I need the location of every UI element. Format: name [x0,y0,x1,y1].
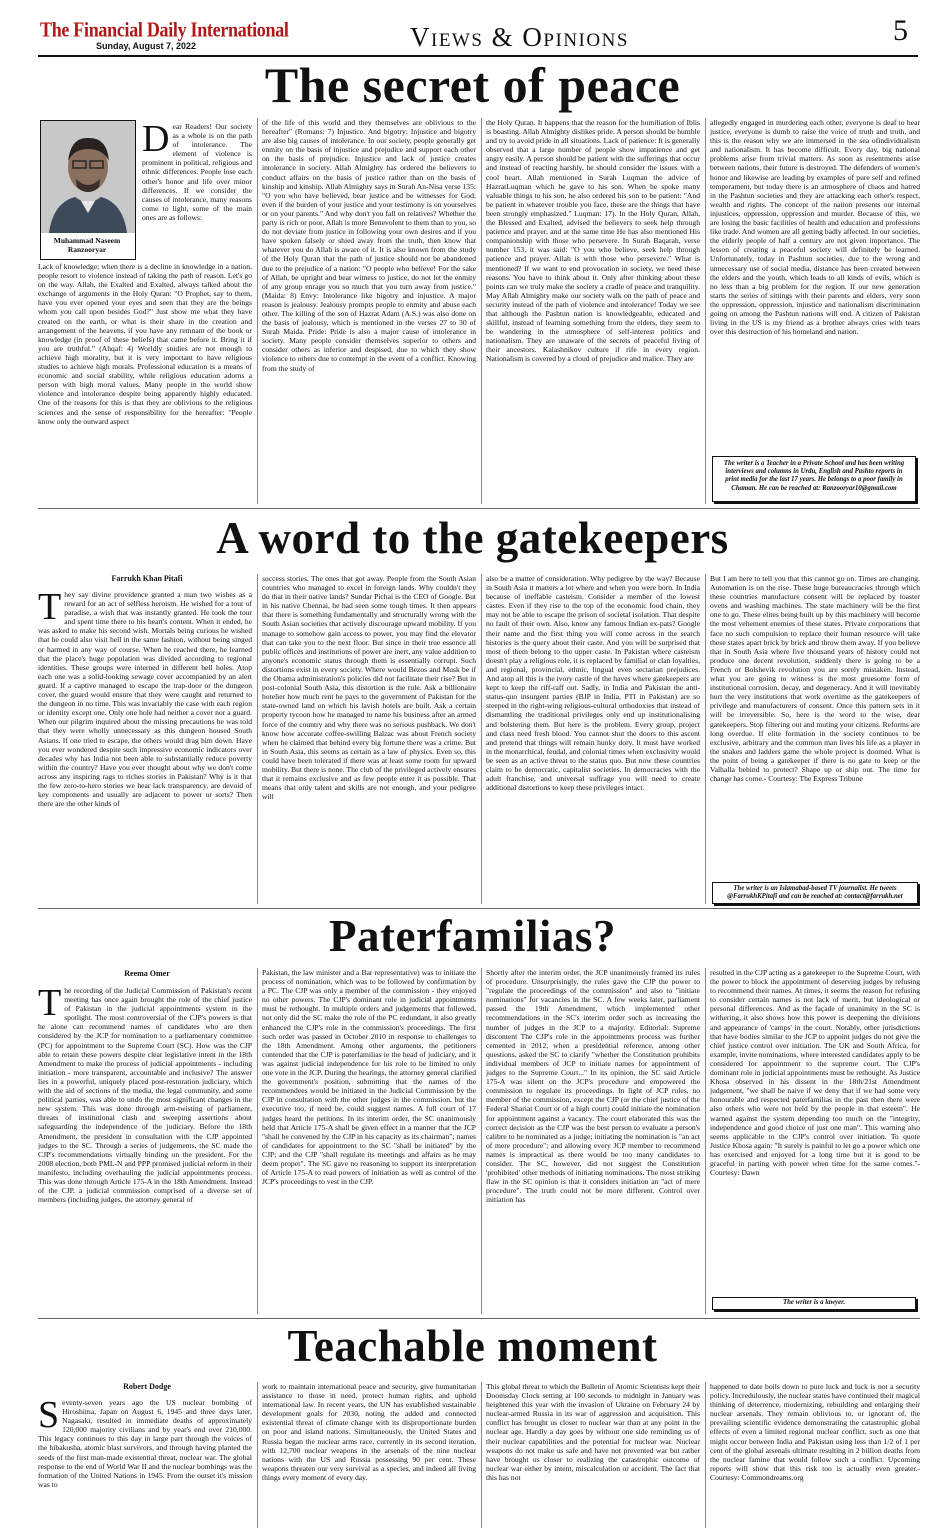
article2-col2: success stories. The ones that got away. People from the South Asian countries who managed to excel in foreign lands. Why couldn't they do that in their native lands? Sundar Pichai is the CEO of Google. But in his native Chennai, he had seen some tough times. It then appears that there is something fundamentally and structurally wrong with the South Asian societies that actively discourage upward mobility. If you manage to somehow gain access to power, you may find the elevator that can take you to the next floor. But since in their true essence all public offices and institutions of power are inert, any value addition to anyone's economic status through them is essentially corrupt. Such distortions exist in every society. Where would Bezos and Musk be if the Obama administration's policies did not facilitate their rise? But in post-colonial South Asia, this distortion is the rule. Ask a billionaire hotelier how much rent he pays to the government of Pakistan for the state-owned land on which his lavish hotels are built. Ask a certain property tycoon how he managed to name his business after an armed force of the country and why there was no serious pushback. We don't know how accurate coffee-swilling Balzac was about French society when he claimed that behind every big fortune there was a crime. But in South Asia, this seems as certain as a law of physics. Even so, this could have been tolerated if there was at least some room for upward mobility. But there is none. The club of the privileged actively ensures that it remains exclusive and as few people enter it as possible. That means that only talent and skills are not enough, and your pedigree will [262,574,476,802]
masthead-name: The Financial Daily International [40,18,289,41]
author-bio-box: The writer is a lawyer. [712,1297,916,1310]
column-rule [705,118,706,504]
column-rule [257,574,258,904]
article1-col1: Lack of knowledge; when there is a decline in knowledge in a nation, people resort to violence instead of taking the path of reason. Let's go on the way. Allah, the Exalted and Exalted, always talked about the exchange of arguments in the Holy Quran: "O Prophet, say to them, have you ever opened your eyes and seen that they are the beings whom you call upon besides God?" Just show me what they have created on the earth, or what is their share in the creation and arrangement of the heavens, if you have any remnant of the book or knowledge (in proof of these beliefs) that came before it. Bring it if you are truthful." (Ahqaf: 4) Worldly studies are not enough to achieve high morality, but it is very important to have religious studies to achieve high morals. Professional education is a means of economic and social stability, while religious education adorns a person with high moral values. Many people in the world show violence and intolerance despite being apparently highly educated. One of the reasons for this is that they are oblivious to the religious sciences and the sense of responsibility for the hereafter: "People know only the outward aspect [38,262,252,426]
headline-secret-of-peace: The secret of peace [264,57,681,113]
headline-paterfamilias: Paterfamilias? [329,911,616,961]
article1-col4: allegedly engaged in murdering each other, everyone is deaf to hear justice, everyone is dumb to raise the voice of truth and truth, and this is the reason why we are immersed in the sea ofindividualism and nationalism. It has become difficult. Every day, big national problems arise from trivial matters. As soon as resentments arise between nations, their future is destroyed. The defenders of women's honor and likewise are leading by examples of pure self and refined temperament, but today there is an atmosphere of chaos and hatred in the Pashtun societies and they are attacking each other's respect, wealth and rights. The concept of the nation presents our internal injustices, oppression, oppression and murder. Because of this, we are losing the basic facilities of health and education and professions like trade. And women are all getting badly affected. In our societies, the elderly people of half a century are not given importance. The lesson of creating a peaceful society will definitely be learned. Unfortunately, today in Pashtun societies, due to the wrong and unnecessary use of social media, distance has been created between the elders and the youth, which leads to all kinds of evils, which is no less than a big problem for the region. If our new generation starts the series of sittings with their parents and elders, very soon the oppression, oppression, injustice and nationalism discrimination going on among the Pashtun nations will end. A citizen of Pakistan living in the US is my friend as a brother always cries with tears over this destruction of his homeland and nation. [710,118,920,337]
article2-col3: also be a matter of consideration. Why pedigree by the way? Because in South Asia it matters a lot where and when you were born. In India because of ineffable casteism. Consider a member of the lowest castes. Even if they rise to the top of the economic food chain, they may not be able to escape the prison of societal isolation. That despite no fault of their own. Also, know any famous Indian ex-pats? Google their name and the first thing you will come across in the search histories is the query about their caste. And you will be surprised that most of them belong to the upper caste. In Pakistan where casteism doesn't play a religious role, it is replaced by familial or clan loyalties, and regional, provincial, ethnic, lingual even sectarian prejudices. And atop all this is the ivory castle of the haves where gatekeepers are kept to keep the riff-raff out. Sadly, in India and Pakistan the anti-status-quo insurgent parties (BJP in India, PTI in Pakistan) are so steeped in the right-wing religious-cultural orthodoxies that instead of dismantling the traditional privileges only end up institutionalising and bolstering them. But here is the problem. Every group, project and class need fresh blood. You cannot shut the doors to this ascent and pretend that things will remain hunky dory. It must have worked in the monarchical, feudal, and colonial times when exclusivity would be seen as an active threat to the status quo. But now these countries claim to be democratic, capitalist societies. In democracies with the adult franchise, and universal suffrage you will need to create additional distortions to keep these privileges intact. [486,574,700,793]
article2-col1 [38,590,252,902]
column-rule [481,968,482,1314]
page-number: 5 [893,14,908,47]
article4-col1-text: eventy-seven years ago the US nuclear bombing of Hiroshima, Japan on August 6, 1945 and three days later, Nagasaki, resulted in immediate deaths of approximately 120,000 majority civilians and by year's end over 210,000. This legacy continues to this day in large part through the voices of the hibakusha, atomic blast survivors, and through having planted the seeds of the first man-made existential threat, nuclear war. The global response to the end of World War II and the nuclear bombings was the formation of the United Nations in 1945. From the outset it's mission was to [38,1398,252,1489]
dropcap: T [38,986,62,1024]
headline-teachable-moment: Teachable moment [287,1321,658,1371]
article2-col1-text: hey say divine providence granted a man two wishes as a reward for an act of selfless heroism. He wished for a tour of paradise, a wish that was instantly granted. He took the tour and spent time there to his heart's content. When it ended, he was asked to make his second wish. Mortals being curious he wished that he could also visit hell in the same fashion, without being singed or harmed in any way of course. When he reached there, he learned that the place's huge population was divided according to regional identities. These groups were interned in different hell holes. Atop each one was a solid-looking sewage cover accompanied by an alert guard. If a captive managed to escape the trap-door or the dungeon cover, the guard would ensure that they were caught and returned to the dungeon in no time. This was invariably the case with each region or identity except one. Only one hole had neither a cover nor a guard. When our pilgrim inquired about the missing precautions he was told that they were wholly unnecessary as this dungeon housed South Asians. If one tried to escape, the others would drag him down. Have you ever wondered despite such impressive economic indicators over decades why has India not been able to substantially reduce poverty within the country? Have you ever thought about why we don't come across any inspiring rags to riches stories in Pakistan? Why is it that the few zero-to-hero stories we hear lack transparency, are devoid of key components and usually are adjacent to power or sorts? Then there are the other kinds of [38,590,252,809]
column-rule [257,968,258,1314]
byline: Farrukh Khan Pitafi [111,574,183,583]
column-rule [257,118,258,504]
article4-col3: This global threat to which the Bulletin of Atomic Scientists kept their Doomsday Clock setting at 100 seconds to midnight in January was heightened this year with the invasion of Ukraine on February 24 by nuclear-armed Russia in its war of aggression and acquisition. This conflict has brought us closer to nuclear war than at any point in the nuclear age. Hardly a day goes by without one side reminding us of their nuclear capabilities and the potential for nuclear war. Nuclear weapons do not make us safe and have not prevented war but rather have brought us closer to realizing the catastrophic outcome of nuclear war either by intent, miscalculation or accident. The fact that this has not [486,1382,700,1482]
article3-col4: resulted in the CJP acting as a gatekeeper to the Supreme Court, with the power to block the appointment of deserving judges by refusing to recommend their names. At times, it seems the reason for refusing to consider certain names is not lack of merit, but ideological or personal differences. And as the façade of unanimity in the SC is withering, it also shows how this power is deepening the divisions and appearance of 'camps' in the court. Notably, other jurisdictions that have bodies similar to the JCP to appoint judges do not give the chief justice control over initiation. The UK and South Africa, for example, invite nominations, where interested candidates apply to be considered for appointment to the supreme court. The CJP's dominant role in judicial appointments must be rethought. As Justice Khosa observed in his dissent in the 18th/21st Amendment judgement, "we shall be naive if we deny that if we had some very honourable and respected paterfamilias in the past then there were also others who were not held by the people in that esteem". He warned against the system depending too much on the "integrity, independence and good choice of just one man". This warning also seems applicable to the CJP's control over initiation. To quote Justice Khosa again: "It surely is painful to let go a power which one has exercised and enjoyed for a long time but it is good to be graceful in parting with power when time for the same comes."-Courtesy: Dawn [710,968,920,1178]
dropcap: S [38,1398,60,1436]
column-rule [481,118,482,504]
section-rule [38,1318,920,1319]
column-rule [705,1382,706,1528]
byline: Reema Omer [124,969,170,978]
article3-col1 [38,986,252,1312]
article1-col3: the Holy Quran. It happens that the reason for the humiliation of Iblis is boasting. Allah Almighty dislikes pride. A person should be humble and try to avoid pride in all situations. Lack of patience: It is generally observed that a large number of people show impatience and get angry easily. A person should be patient with the sufferings that occur and instead of reacting harshly, he should consider the issues with a cool heart. Allah mentioned in Surah Luqman the advice of HazratLuqman which he gave to his son. When he spoke many valuable things to his son, he also ordered his son to be patient: "And be patient in whatever trouble you face, these are the things that have been strongly emphasized." Luqman: 17). In the Holy Quran, Allah, the Blessed and Exalted, advised the believers to seek help through patience and prayer, and at the same time He has also mentioned His companionship with those who persevere. In Surah Baqarah, verse number 153, it was said: "O you who believe, seek help through patience and prayer. Allah is with those who persevere." What is mentioned? If we want to end provocation in society, we need these reasons. You have to think about it. Only after thinking about these points can we truly make the society a cradle of peace and tranquility. May Allah Almighty make our society walk on the path of peace and security instead of the path of violence and intolerance! Today we see that although the Pashtun nation is knowledgeable, educated and skillful, instead of learning something from the elders, they seem to be wandering in the atmosphere of self-interest politics and nationalism. They are unaware of the secrets of peaceful living of their ancestors. Kalashnikov culture if rife in every region. Nationalism is covered by a cloud of prejudice and malice. They are [486,118,700,364]
column-rule [481,1382,482,1528]
column-rule [257,1382,258,1528]
headline-gatekeepers: A word to the gatekeepers [216,513,729,563]
dropcap: T [38,590,62,628]
article2-col4: But I am here to tell you that this cannot go on. Times are changing. Automation is on the rise. These huge bureaucracies through which these countries manufacture consent will be replaced by toaster ovens and washing machines. The state machinery will be the first one to go. These elites being built up by this machinery will become the most vehement enemies of these states. Private corporations that face no such compulsion to replace their human resource will take these states apart brick by brick and throw them away. If you believe that in South Asia where five thousand years of history could not produce one decent revolution, suddenly there is going to be a French or Bolshevik revolution you are sorely mistaken. Instead, what you are going to witness is the most gruesome form of institutional corrosion, decay, and degeneracy. And it will inevitably hurt the very institutions that work overtime as the gatekeepers of privilege and manufacturers of consent. Once this pattern sets in it will be irreversible. So, here is the word to the wise, dear gatekeepers. Stop filtering out and muting your citizens. Reforms are long overdue. If elite formation in the society continues to be exclusive, arbitrary and the common man lives his life as a player in the snakes and ladders game the whole project is doomed. What is the point of being a gatekeeper if there is no gate to keep or the Valhalla behind to protect? Shape up or ship out. The time for change has come.- Courtesy: The Express Tribune [710,574,920,784]
dropcap: D [142,122,170,160]
article4-col2: work to maintain international peace and security, give humanitarian assistance to those in need, protect human rights, and uphold international law. In recent years, the UN has established sustainable development goals for 2030, noting the added and connected existential threat of climate change with its disproportionate burden on poor and island nations. Simultaneously, the United States and Russia began the nuclear arms race, currently in its second iteration, with 12,700 nuclear weapons in the arsenals of the nine nuclear nations with the US and Russia possessing 90 per cent. These weapons threaten our very survival as a species, and indeed all living things every moment of every day. [262,1382,476,1482]
article1-col1-text-a: ear Readers! Our society as a whole is on the path of intolerance. The element of violence is prominent in political, religious and ethnic differences. People lose each other's honor and life over minor differences. If we consider the causes of intolerance, many reasons come to light, some of the main ones are as follows: [142,122,252,222]
author-bio-box: The writer is an Islamabad-based TV journalist. He tweets @FarrukhKPitafi and can be reached at: contact@farrukh.net [712,882,918,904]
author-photo [41,121,135,233]
section-rule [38,908,920,909]
section-title: Views & Opinions [410,22,629,52]
column-rule [481,574,482,904]
column-rule [705,574,706,904]
article3-col1-text: he recording of the Judicial Commission of Pakistan's recent meeting has once again brought the role of the chief justice of Pakistan in the judicial appointments system in the spotlight. The most controversial of the CJP's powers is that he alone can recommend names of candidates who are then considered by the JCP for nomination to a parliamentary committee (PC) for appointment to the Supreme Court (SC). How was the CJP able to retain these powers despite clear legislative intent in the 18th Amendment to make the process of judicial appointments - including initiation - more transparent, accountable and inclusive? The answer lies in a powerful, uniquely placed post-restoration judiciary, which with the aid of sections of the media, the legal community, and some political parties, was able to undo the most significant changes in the new system. This was done through arm-twisting of parliament, threats of institutional clash and sweeping assertions about safeguarding the independence of the judiciary. Before the 18th Amendment, the president in consultation with the CJP appointed judges to the SC. Through a series of judgements, the SC made the CJP's recommendations virtually binding on the president. For the 2008 election, both PML-N and PPP promised judicial reform in their manifesto, including overhauling the judicial appointments process. This was done through Article 175-A in the 18th Amendment. Instead of the CJP, a judicial commission comprised of a diverse set of members (including judges, the attorney general of [38,986,252,1205]
byline: Robert Dodge [123,1382,171,1391]
author-photo-caption: Muhammad Naseem Ranzooryar [53,236,121,254]
author-bio-box: The writer is a Teacher in a Private School and has been writing interviews and columns in Urdu, English and Pashto reports in print media for the last 17 years. He belongs to a poor family in Chaman. He can be reached at: Ranzooryar10@gmail.com [712,456,916,502]
article1-col2: of the life of this world and they themselves are oblivious to the hereafter" (Romans: 7) Injustice. And bigotry: Injustice and bigotry are also big causes of intolerance. In our society, people generally get enmity on the basis of injustice and prejudice and support each other on the basis of prejudice. Injustice and lack of justice creates intolerance in society. Allah Almighty has ordered the believers to conduct affairs on the basis of justice rather than on the basis of kinship and kinship. Allah Almighty says in Surah An-Nisa verse 135: "O you who have believed, bear justice and be witnesses for God; even if the burden of your justice and your testimony is on yourselves or on your parents." And why don't you fall on relatives? Whether the party is rich or poor, Allah is more Benevolent to them than to you, so do not deviate from justice in following your own desires and if you have spoken falsely or shied away from the truth, then know that whatever you do Allah is aware of it. It is also known from the study of the Holy Quran that the path of justice should not be abandoned due to the prejudice of a nation: "O people who believe! For the sake of Allah, be upright and bear witness to justice, do not let the enmity of any group enrage you so much that you turn away from justice." (Maida: 8) Envy: Intolerance like bigotry and injustice. A major reason is jealousy. Jealousy prompts people to enmity and abuse each other. The killing of the son of Hazrat Adam (A.S.) was also done on the basis of jealousy, which is mentioned in the verses 27 to 30 of Surah Maida. Pride: Pride is also a major cause of intolerance in society. Many people consider themselves superior to others and consider others as inferior and despised, due to which they show violence to others due to contempt in the event of a conflict. Knowing from the study of [262,118,476,373]
masthead-date: Sunday, August 7, 2022 [96,41,197,51]
article4-col1 [38,1398,252,1526]
section-rule [38,508,920,509]
article1-col1-top [142,122,252,252]
article3-col2: Pakistan, the law minister and a Bar representative) was to initiate the process of nomination, which was to be followed by confirmation by a PC. The CJP was only a member of the commission - they enjoyed no other powers. The CJP's dominant role in judicial appointments must be rethought. In multiple orders and judgements that followed, not only did the SC make the role of the PC redundant, it also greatly enhanced the CJP's role in the commission's proceedings. The first such order was passed in October 2010 in response to challenges to the 18th Amendment. Among other arguments, the petitioners contended that the CJP is paterfamilias ie the head of judiciary, and it was against judicial independence for his role to be limited to only one vote in the JCP. During the hearings, the attorney general clarified the government's position, submitting that the names of the recommendees would be initiated in the Judicial Commission by the CJP in consultation with the other judges in the commission, but the executive too, if need be, could suggest names. A full court of 17 judges heard the petitions. In its interim order, the SC unanimously held that Article 175-A shall be given effect in a manner that the JCP "shall be convened by the CJP in his capacity as its chairman"; names of candidates for appointment to the SC "shall be initiated" by the CJP; and the CJP "shall regulate its meetings and affairs as he may deem proper". The SC gave no reasoning to support its interpretation of Article 175-A to read powers of initiation as well as control of the JCP's proceedings to vest in the CJP. [262,968,476,1187]
article4-col4: happened to date boils down to pure luck and luck is not a security policy. Incredulously, the nuclear states have continued their magical thinking of deterrence, modernizing, rebuilding and enlarging their nuclear arsenals. They remain oblivious to, or ignorant of, the prevailing scientific evidence demonstrating the catastrophic global effects of even a limited regional nuclear conflict, such as one that might occur between India and Pakistan using less than 1/2 of 1 per cent of the global arsenals ultimate resulting in 2 billion deaths from the nuclear famine that would follow such a conflict. Upcoming reports will show that this risk too is actually even greater.- Courtesy: Commondreams.org [710,1382,920,1482]
column-rule [705,968,706,1314]
article3-col3: Shortly after the interim order, the JCP unanimously framed its rules of procedure. Unsurprisingly, the rules gave the CJP the power to "regulate the proceedings of the commission" and also to "initiate nominations" for vacancies in the SC. A few weeks later, parliament passed the 19th Amendment, which implemented other recommendations in the SC's interim order such as increasing the number of judges in the JCP to a majority. Editorial: Supreme discontent The CJP's role in the appointments process was further cemented in 2012, when a presidential reference, among other questions, asked the SC to clarify "whether the Constitution prohibits individual members of JCP to initiate names for appointment of judges to the Supreme Court..." In its opinion, the SC said Article 175-A was silent on the JCP's procedure and empowered the commission to regulate its proceedings. In light of JCP rules, no member of the commission, except the CJP (or the chief justice of the Federal Shariat Court or of a high court) could initiate the nomination for appointment against a vacancy. The court elaborated this was the correct decision as the CJP was the best person to evaluate a person's calibre to be nominated as a judge; initiating the nomination is "an act of mere procedure"; and allowing every JCP member to recommend names is impractical as there would be too many candidates to consider. The SC, however, did not suggest the Constitution 'prohibited' other methods of initiating nominations. The most striking flaw in the SC opinion is that it considers initiation an "act of mere procedure". The truth could not be more different. Control over initiation has [486,968,700,1205]
